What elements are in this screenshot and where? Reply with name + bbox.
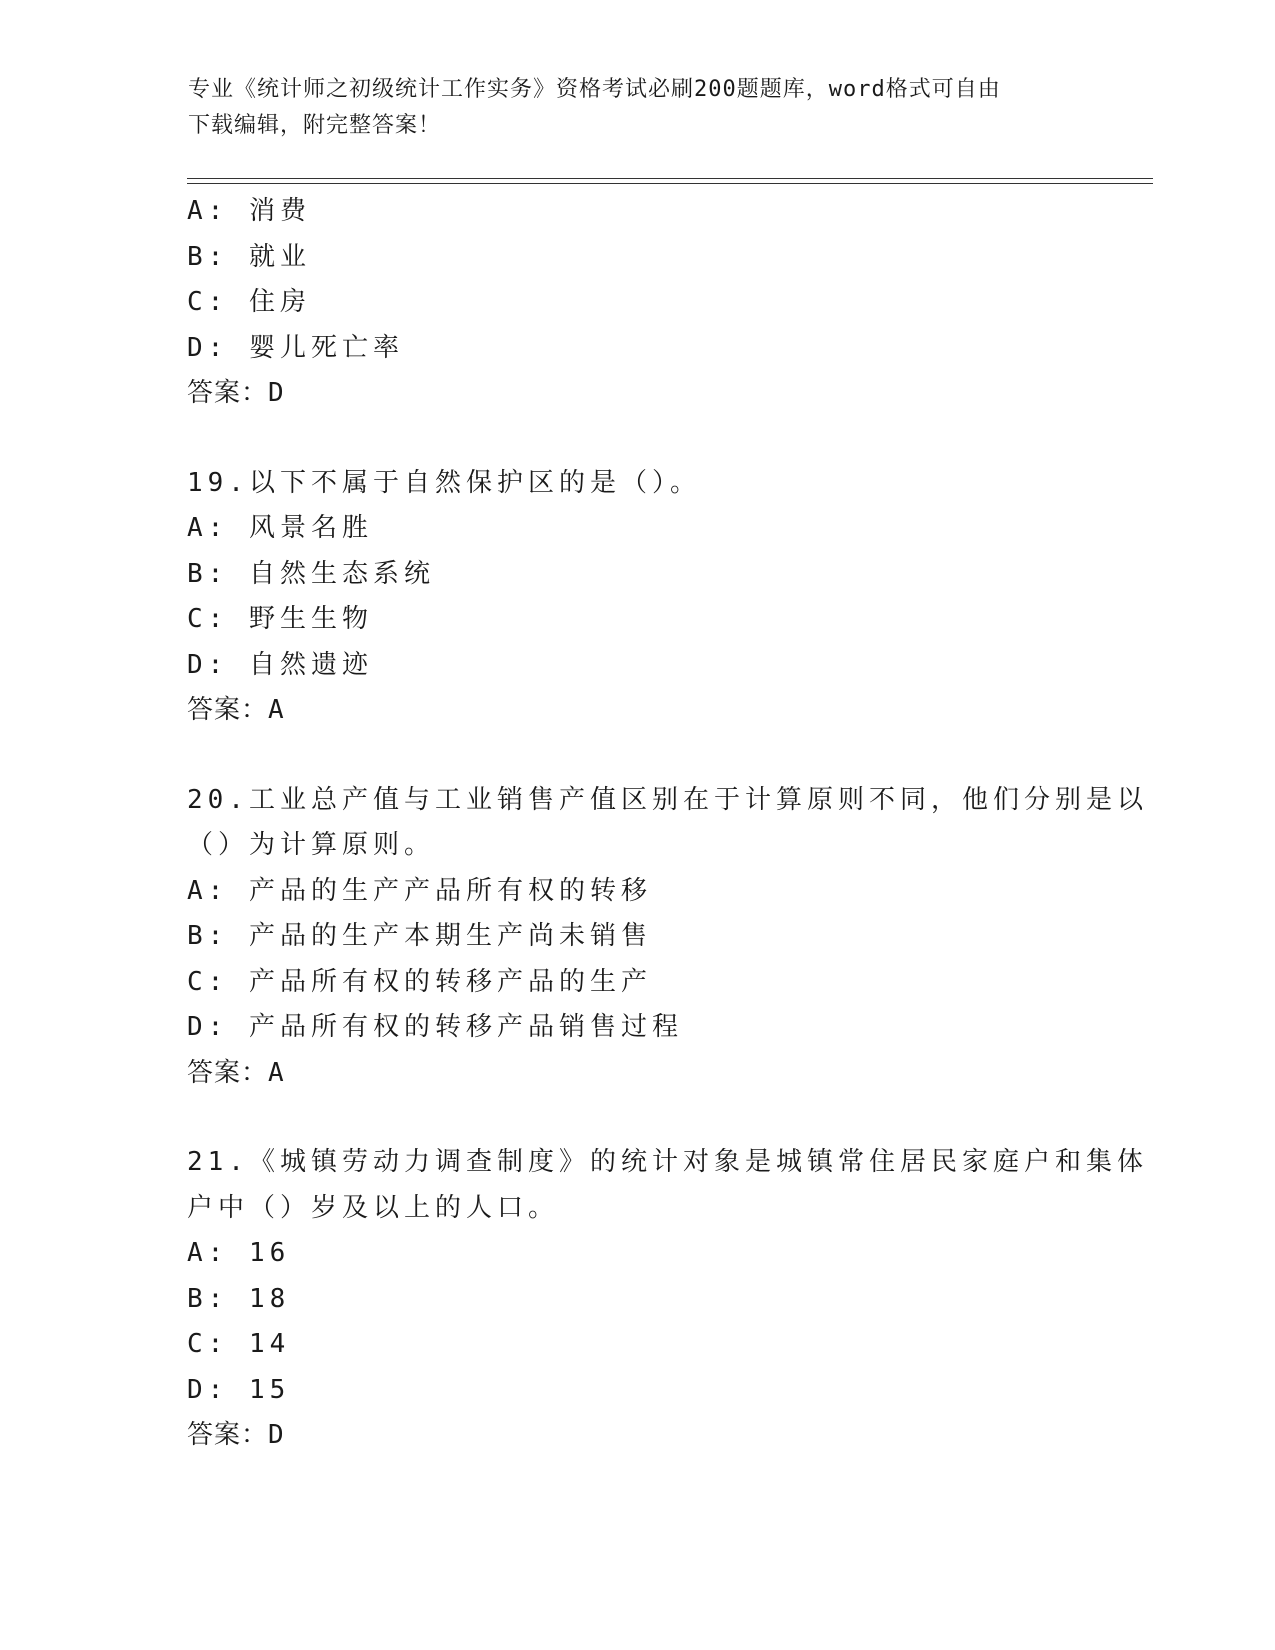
- answer-line: 答案：D: [187, 1420, 285, 1450]
- answer-line: 答案：A: [187, 695, 285, 725]
- question-spacer: [187, 1096, 1087, 1140]
- question-stem-line-2: （）为计算原则。: [187, 830, 436, 860]
- option-b: B: 自然生态系统: [187, 558, 435, 589]
- option-c: C: 产品所有权的转移产品的生产: [187, 966, 652, 997]
- option-a: A: 消费: [187, 196, 311, 226]
- option-b: B: 产品的生产本期生产尚未销售: [187, 921, 652, 951]
- header-line-2: 下载编辑，附完整答案！: [188, 113, 442, 138]
- option-a: A: 风景名胜: [187, 513, 373, 543]
- option-c: C: 野生生物: [187, 604, 373, 634]
- option-b: B: 就业: [187, 241, 311, 272]
- option-d: D: 产品所有权的转移产品销售过程: [187, 1012, 683, 1042]
- answer-line: 答案：A: [187, 1057, 285, 1088]
- header-divider-bottom: [187, 183, 1153, 184]
- option-c: C: 住房: [187, 287, 311, 317]
- question-stem: 19.以下不属于自然保护区的是（）。: [187, 467, 701, 498]
- header-line-1: 专业《统计师之初级统计工作实务》资格考试必刷200题题库，word格式可自由: [188, 77, 1001, 102]
- document-header: [188, 72, 1068, 144]
- question-stem-line-1: 21.《城镇劳动力调查制度》的统计对象是城镇常住居民家庭户和集体: [187, 1147, 1148, 1177]
- option-a: A: 16: [187, 1238, 291, 1268]
- question-spacer: [187, 734, 1087, 778]
- question-21: [187, 1140, 1148, 1459]
- option-c: C: 14: [187, 1329, 291, 1359]
- option-d: D: 自然遗迹: [187, 649, 373, 680]
- question-spacer: [187, 417, 1087, 461]
- header-divider-top: [187, 178, 1153, 179]
- option-d: D: 婴儿死亡率: [187, 332, 404, 363]
- answer-line: 答案：D: [187, 378, 285, 408]
- question-stem-line-2: 户中（）岁及以上的人口。: [187, 1192, 560, 1223]
- question-list: [187, 189, 1148, 1459]
- question-18-continued: [187, 189, 1087, 417]
- option-b: B: 18: [187, 1283, 291, 1314]
- question-stem-line-1: 20.工业总产值与工业销售产值区别在于计算原则不同，他们分别是以: [187, 784, 1148, 815]
- option-a: A: 产品的生产产品所有权的转移: [187, 875, 652, 906]
- question-20: [187, 778, 1148, 1097]
- option-d: D: 15: [187, 1374, 291, 1405]
- question-19: [187, 461, 1087, 734]
